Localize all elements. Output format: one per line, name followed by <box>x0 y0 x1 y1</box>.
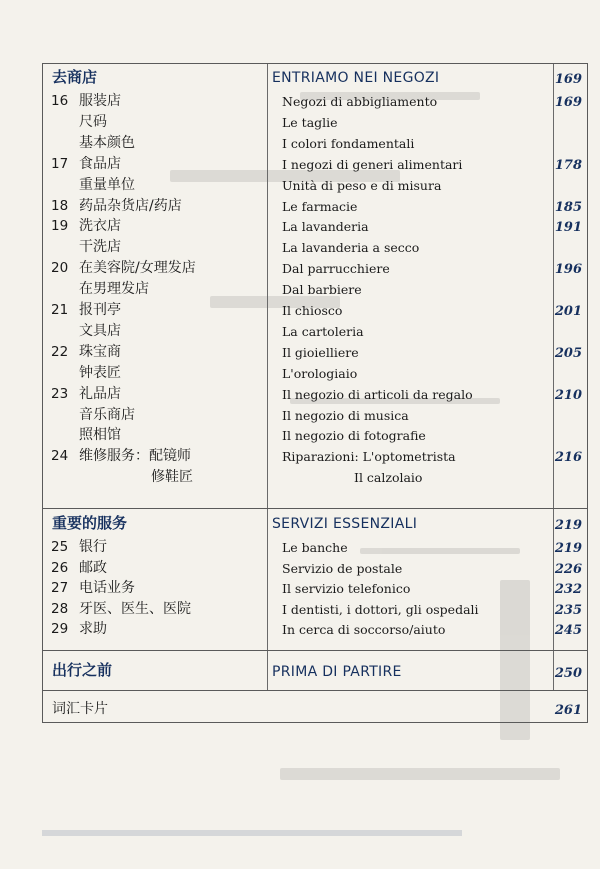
chapter-title-it: In cerca di soccorso/aiuto <box>282 622 446 638</box>
chapter-number: 17 <box>51 155 69 172</box>
chapter-number: 25 <box>51 539 69 555</box>
chapter-title-it: Il negozio di musica <box>282 407 409 423</box>
chapter-page-number: 235 <box>554 602 582 618</box>
chapter-page-number: 226 <box>554 561 582 577</box>
chapter-title-cn: 干洗店 <box>79 239 121 256</box>
column-divider <box>267 64 268 690</box>
chapter-title-cn: 音乐商店 <box>79 406 135 423</box>
chapter-page-number: 196 <box>554 262 582 278</box>
chapter-title-it: Le taglie <box>282 114 338 130</box>
chapter-title-it: Il negozio di fotografie <box>282 428 426 444</box>
chapter-title-it: I colori fondamentali <box>282 135 415 151</box>
chapter-title-cn: 尺码 <box>79 113 107 130</box>
chapter-title-it: L'orologiaio <box>282 365 358 381</box>
chapter-title-it: Il calzolaio <box>354 470 423 486</box>
chapter-page-number: 191 <box>554 220 582 236</box>
chapter-number: 24 <box>51 448 69 465</box>
chapter-title-cn: 基本颜色 <box>79 134 135 151</box>
chapter-title-it: Il gioielliere <box>282 344 359 360</box>
chapter-title-cn: 报刊亭 <box>79 302 121 318</box>
chapter-number: 26 <box>51 559 69 576</box>
chapter-title-it: Il negozio di articoli da regalo <box>282 386 473 402</box>
footer-bleed <box>42 830 462 836</box>
chapter-title-cn: 洗衣店 <box>79 218 121 235</box>
chapter-page-number: 185 <box>554 199 582 215</box>
chapter-title-cn: 维修服务：配镜师 <box>79 448 191 465</box>
chapter-title-cn: 求助 <box>79 621 107 638</box>
chapter-title-cn: 银行 <box>79 539 107 555</box>
chapter-title-it: Dal parrucchiere <box>282 261 390 277</box>
chapter-title-cn: 牙医、医生、医院 <box>79 600 191 617</box>
chapter-page-number: 169 <box>554 95 582 110</box>
chapter-title-it: Servizio de postale <box>282 560 403 576</box>
section-title-it: SERVIZI ESSENZIALI <box>272 516 418 532</box>
section-title-cn: 重要的服务 <box>52 514 128 532</box>
chapter-title-cn: 在美容院/女理发店 <box>79 260 196 277</box>
chapter-title-cn: 钟表匠 <box>79 364 121 381</box>
section-title-cn: 出行之前 <box>52 661 113 679</box>
chapter-page-number: 201 <box>554 304 582 319</box>
chapter-number: 29 <box>51 621 69 638</box>
section-title-it: PRIMA DI PARTIRE <box>272 664 402 680</box>
chapter-number: 28 <box>51 600 69 617</box>
vocab-page-number: 261 <box>554 703 582 718</box>
chapter-page-number: 178 <box>554 157 582 173</box>
chapter-page-number: 216 <box>554 450 582 466</box>
chapter-title-cn: 礼品店 <box>79 385 121 402</box>
chapter-page-number: 245 <box>554 623 582 639</box>
chapter-title-cn: 文具店 <box>79 322 121 339</box>
chapter-page-number: 219 <box>554 541 582 556</box>
chapter-title-it: Il servizio telefonico <box>282 581 411 597</box>
chapter-title-it: Il chiosco <box>282 303 343 318</box>
chapter-page-number: 232 <box>554 582 582 598</box>
chapter-title-it: Negozi di abbigliamento <box>282 94 438 109</box>
chapter-number: 21 <box>51 302 69 318</box>
chapter-title-cn: 药品杂货店/药店 <box>79 197 182 214</box>
chapter-title-it: La lavanderia a secco <box>282 240 420 256</box>
chapter-title-cn: 食品店 <box>79 155 121 172</box>
chapter-title-it: I dentisti, i dottori, gli ospedali <box>282 601 479 617</box>
section-divider <box>43 508 587 509</box>
chapter-number: 23 <box>51 385 69 402</box>
chapter-page-number: 210 <box>554 387 582 403</box>
chapter-title-it: I negozi di generi alimentari <box>282 156 463 172</box>
chapter-title-it: Riparazioni: L'optometrista <box>282 449 456 465</box>
chapter-number: 18 <box>51 197 69 214</box>
chapter-title-it: Le banche <box>282 540 348 555</box>
chapter-title-it: La cartoleria <box>282 323 364 339</box>
section-title-it: ENTRIAMO NEI NEGOZI <box>272 70 440 86</box>
section-title-cn: 去商店 <box>52 68 98 86</box>
chapter-title-it: Unità di peso e di misura <box>282 177 442 193</box>
chapter-title-it: La lavanderia <box>282 219 369 235</box>
chapter-title-cn: 重量单位 <box>79 176 135 193</box>
section-page-number: 250 <box>554 666 582 681</box>
chapter-title-cn: 珠宝商 <box>79 343 121 360</box>
chapter-number: 27 <box>51 580 69 597</box>
chapter-title-cn: 邮政 <box>79 559 107 576</box>
vocab-cards-label: 词汇卡片 <box>52 701 108 717</box>
chapter-title-it: Dal barbiere <box>282 282 362 298</box>
chapter-number: 20 <box>51 260 69 277</box>
section-page-number: 169 <box>554 72 582 87</box>
section-page-number: 219 <box>554 518 582 533</box>
section-divider <box>43 690 587 691</box>
chapter-number: 22 <box>51 343 69 360</box>
chapter-page-number: 205 <box>554 345 582 361</box>
chapter-title-cn: 在男理发店 <box>79 281 149 298</box>
chapter-title-it: Le farmacie <box>282 198 358 214</box>
chapter-title-cn: 照相馆 <box>79 427 121 444</box>
chapter-title-cn: 修鞋匠 <box>151 469 193 486</box>
section-divider <box>43 650 587 651</box>
chapter-title-cn: 服装店 <box>79 93 121 109</box>
chapter-number: 19 <box>51 218 69 235</box>
chapter-title-cn: 电话业务 <box>79 580 135 597</box>
chapter-number: 16 <box>51 93 69 109</box>
